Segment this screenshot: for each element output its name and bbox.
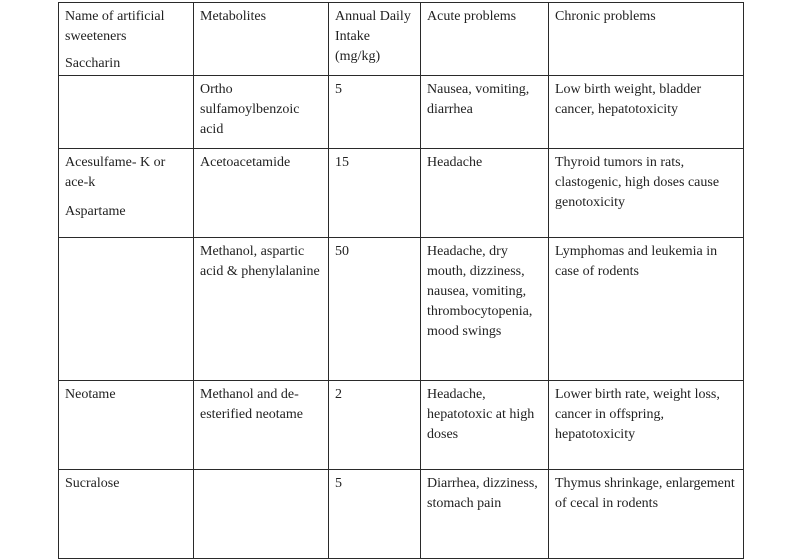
cell-name-text: Aspartame — [65, 204, 126, 219]
table-row — [59, 76, 744, 149]
sweeteners-table — [58, 2, 744, 559]
table-row — [59, 238, 744, 381]
table-row — [59, 381, 744, 470]
cell-name — [59, 204, 194, 381]
cell-acute: Headache, dry mouth, dizziness, nausea, vomiting, thrombocytopenia, mood swings — [421, 238, 549, 381]
header-chronic: Chronic problems — [549, 3, 744, 76]
cell-chronic: Lower birth rate, weight loss, cancer in offspring, hepatotoxicity — [549, 381, 744, 470]
cell-metabolites: Ortho sulfamoylbenzoic acid — [194, 76, 329, 149]
header-intake: Annual Daily Intake (mg/kg) — [329, 3, 421, 76]
cell-name: Sucralose — [59, 470, 194, 559]
cell-metabolites: Methanol and de-esterified neotame — [194, 381, 329, 470]
cell-acute: Headache — [421, 149, 549, 238]
cell-acute: Nausea, vomiting, diarrhea — [421, 76, 549, 149]
cell-acute: Diarrhea, dizziness, stomach pain — [421, 470, 549, 559]
cell-intake: 5 — [329, 470, 421, 559]
cell-name-text: Saccharin — [65, 56, 121, 71]
cell-intake: 5 — [329, 76, 421, 149]
cell-name — [59, 56, 194, 149]
cell-chronic: Thyroid tumors in rats, clastogenic, high doses cause genotoxicity — [549, 149, 744, 238]
cell-chronic: Lymphomas and leukemia in case of rodents — [549, 238, 744, 381]
table-row — [59, 470, 744, 559]
cell-intake: 50 — [329, 238, 421, 381]
cell-chronic: Low birth weight, bladder cancer, hepatotoxicity — [549, 76, 744, 149]
cell-name: Neotame — [59, 381, 194, 470]
cell-metabolites: Methanol, aspartic acid & phenylalanine — [194, 238, 329, 381]
cell-intake: 2 — [329, 381, 421, 470]
cell-metabolites: Acetoacetamide — [194, 149, 329, 238]
cell-chronic: Thymus shrinkage, enlargement of cecal in rodents — [549, 470, 744, 559]
header-name: Name of artificial sweeteners — [59, 3, 194, 76]
cell-acute: Headache, hepatotoxic at high doses — [421, 381, 549, 470]
cell-intake: 15 — [329, 149, 421, 238]
cell-name: Acesulfame- K or ace-k — [59, 149, 194, 238]
header-acute: Acute problems — [421, 3, 549, 76]
cell-metabolites — [194, 470, 329, 559]
header-metabolites: Metabolites — [194, 3, 329, 76]
table-row — [59, 149, 744, 238]
